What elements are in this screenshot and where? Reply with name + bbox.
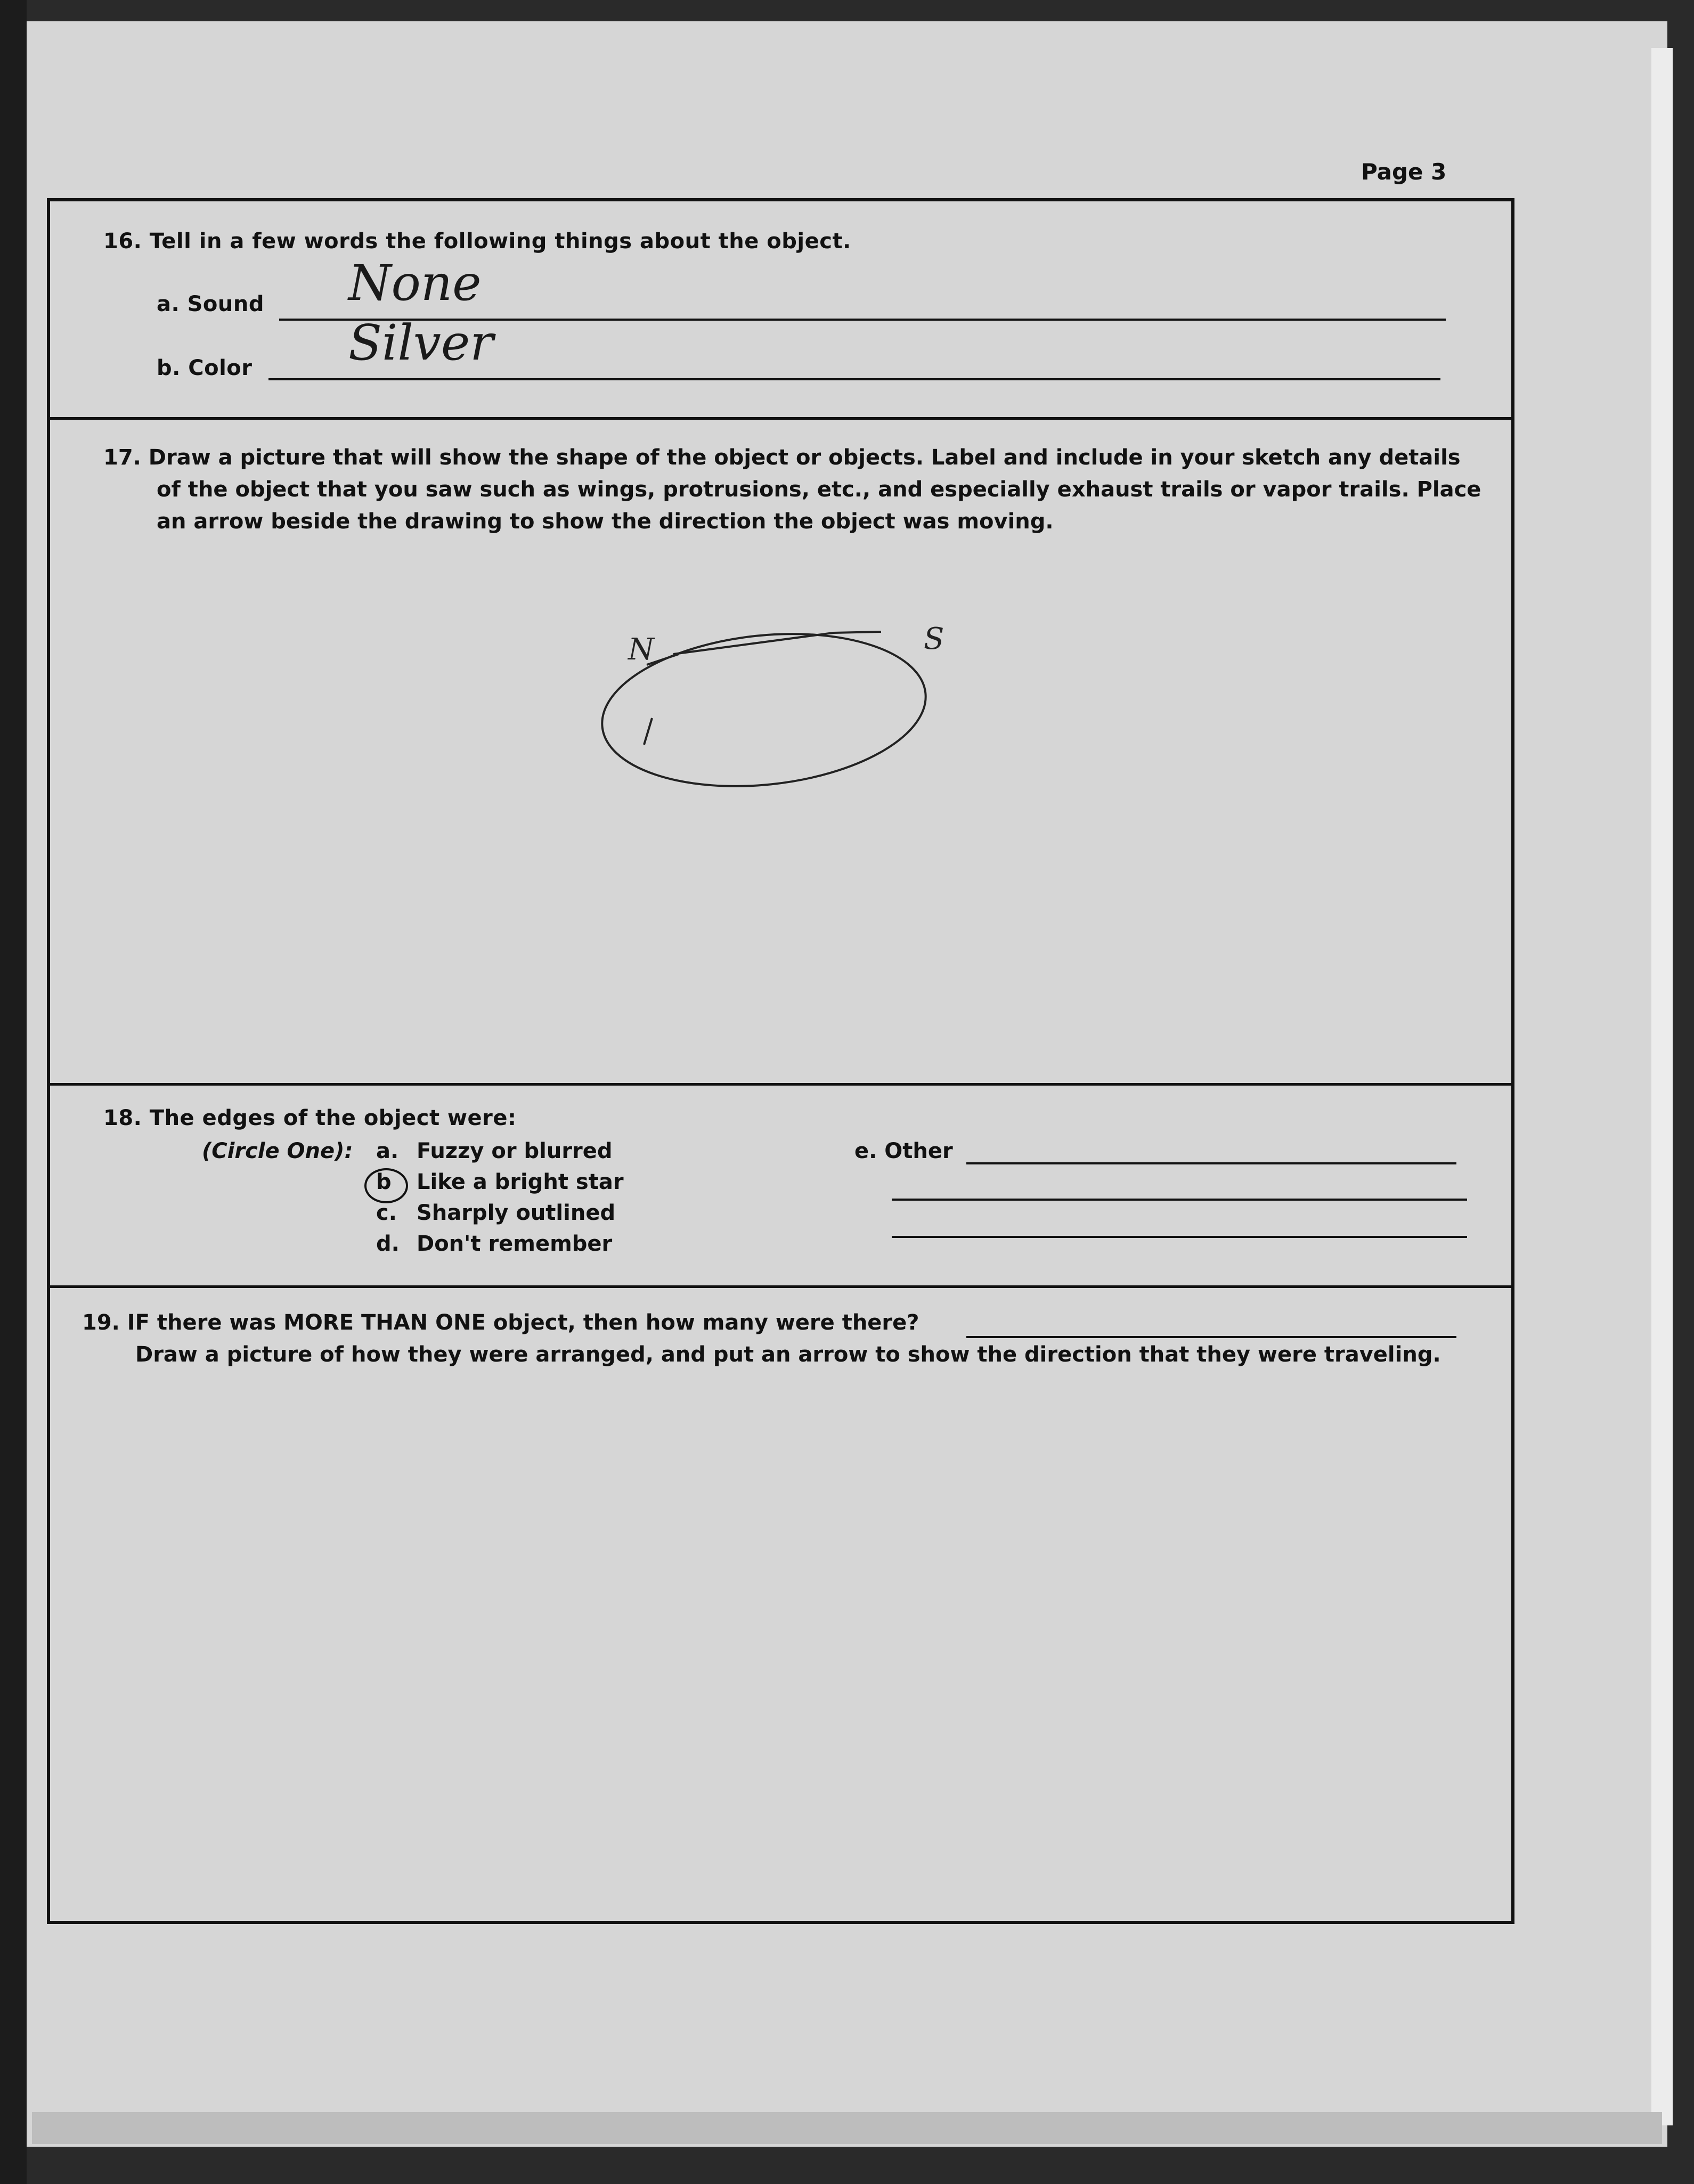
question-17 [50, 420, 1511, 1083]
object-count-line[interactable] [966, 1336, 1456, 1338]
sketch-label-north: N [628, 632, 654, 667]
object-sketch [50, 420, 1511, 1083]
option-d[interactable]: Don't remember [417, 1232, 613, 1256]
scan-bottom-band [32, 2112, 1662, 2144]
option-c-letter: c. [376, 1201, 397, 1225]
other-line-2[interactable] [892, 1199, 1467, 1201]
page-number: Page 3 [1361, 159, 1447, 185]
option-a-letter: a. [376, 1139, 399, 1163]
circle-one-instruction: (Circle One): [202, 1139, 353, 1163]
scan-right-edge [1651, 48, 1673, 2125]
color-answer-line[interactable] [268, 378, 1440, 380]
question-19-line-2: Draw a picture of how they were arranged, and put an arrow to show the direction that they were traveling. [135, 1342, 1441, 1367]
option-d-letter: d. [376, 1232, 400, 1256]
option-b-letter: b [376, 1170, 392, 1194]
form-box [47, 198, 1514, 1924]
object-sketch-area[interactable] [50, 420, 1511, 1083]
question-16 [50, 201, 1511, 420]
question-17-line-2: of the object that you saw such as wings, protrusions, etc., and especially exhaust trails or vapor trails. Place [157, 477, 1481, 502]
question-16-title: 16. Tell in a few words the following things about the object. [103, 229, 851, 254]
question-19-line-1: 19. IF there was MORE THAN ONE object, then how many were there? [82, 1310, 919, 1335]
color-answer: Silver [348, 314, 494, 371]
option-a[interactable]: Fuzzy or blurred [417, 1139, 613, 1163]
question-17-line-1: 17. Draw a picture that will show the shape of the object or objects. Label and include in your sketch any details [103, 445, 1461, 470]
option-e-other: e. Other [854, 1139, 953, 1163]
sound-label: a. Sound [157, 292, 264, 316]
sound-answer: None [348, 255, 482, 312]
scan-left-border [0, 0, 27, 2184]
question-19 [50, 1288, 1511, 1922]
sketch-label-south: S [924, 622, 944, 656]
question-18-title: 18. The edges of the object were: [103, 1106, 517, 1130]
other-line-3[interactable] [892, 1236, 1467, 1238]
question-17-line-3: an arrow beside the drawing to show the direction the object was moving. [157, 509, 1054, 534]
color-label: b. Color [157, 356, 253, 380]
option-c[interactable]: Sharply outlined [417, 1201, 616, 1225]
arrangement-sketch-area[interactable] [50, 1379, 1511, 1917]
option-b-selected[interactable]: Like a bright star [417, 1170, 624, 1194]
question-18 [50, 1086, 1511, 1288]
other-line-1[interactable] [966, 1162, 1456, 1164]
